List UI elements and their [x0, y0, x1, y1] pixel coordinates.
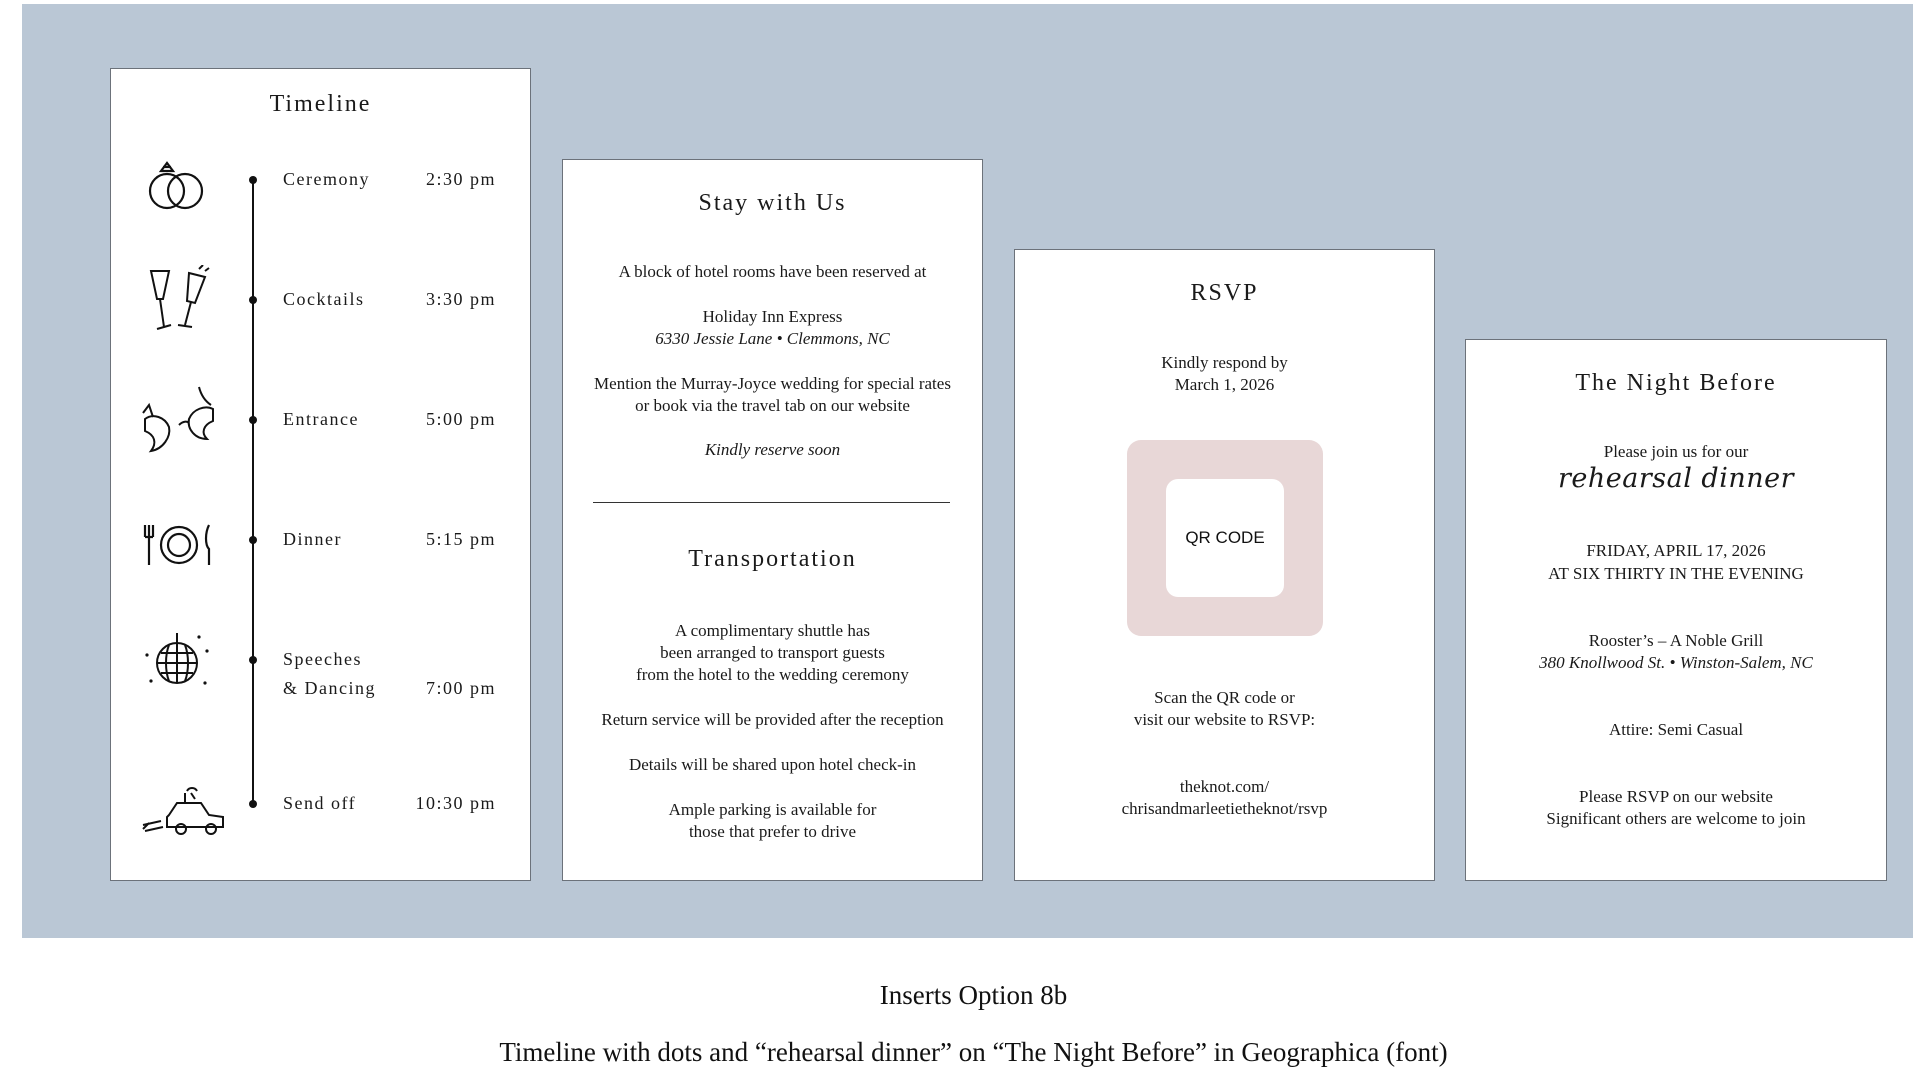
caption-subtitle: Timeline with dots and “rehearsal dinner” on “The Night Before” in Geographica (font): [499, 1037, 1448, 1067]
rates-line: or book via the travel tab on our website: [635, 396, 910, 415]
caption-title: Inserts Option 8b: [879, 980, 1068, 1010]
champagne-glasses-icon: [139, 265, 219, 337]
scan-line: Scan the QR code or: [1154, 688, 1295, 707]
shuttle-line: A complimentary shuttle has: [675, 621, 870, 640]
timeline-dot: [249, 416, 257, 424]
respond-date: March 1, 2026: [1174, 375, 1275, 394]
timeline-time: 2:30 pm: [425, 169, 496, 189]
timeline-title: Timeline: [269, 91, 372, 117]
rates-line: Mention the Murray-Joyce wedding for special rates: [594, 374, 951, 393]
timeline-time: 5:15 pm: [425, 529, 496, 549]
event-time: AT SIX THIRTY IN THE EVENING: [1548, 564, 1804, 583]
attire-line: Attire: Semi Casual: [1608, 720, 1744, 739]
hotel-address: 6330 Jessie Lane • Clemmons, NC: [655, 329, 890, 348]
timeline-line: [252, 180, 254, 804]
qr-code-placeholder[interactable]: QR CODE: [1166, 479, 1284, 597]
timeline-dot: [249, 800, 257, 808]
parking-line: Ample parking is available for: [668, 800, 877, 819]
doves-icon: [139, 383, 219, 455]
transport-title: Transportation: [688, 546, 857, 572]
respond-line: Kindly respond by: [1161, 353, 1288, 372]
timeline-card: [110, 68, 531, 881]
timeline-time: 10:30 pm: [415, 793, 496, 813]
shuttle-line: from the hotel to the wedding ceremony: [636, 665, 909, 684]
timeline-time: 5:00 pm: [425, 409, 496, 429]
venue-address: 380 Knollwood St. • Winston-Salem, NC: [1539, 653, 1813, 672]
night-before-card: [1465, 339, 1887, 881]
wedding-rings-icon: [139, 149, 219, 221]
event-date: FRIDAY, APRIL 17, 2026: [1586, 541, 1766, 560]
timeline-dot: [249, 536, 257, 544]
getaway-car-icon: [139, 771, 235, 843]
qr-code-frame[interactable]: [1127, 440, 1323, 636]
timeline-time: 3:30 pm: [425, 289, 496, 309]
timeline-dot: [249, 176, 257, 184]
timeline-dot: [249, 656, 257, 664]
plate-cutlery-icon: [139, 505, 219, 577]
details-line: Details will be shared upon hotel check-in: [628, 755, 917, 774]
parking-line: those that prefer to drive: [688, 822, 857, 841]
mockup-background: [22, 4, 1913, 938]
timeline-event: Send off: [283, 793, 357, 813]
timeline-event: Cocktails: [283, 289, 365, 309]
timeline-event: Dinner: [283, 529, 342, 549]
night-rsvp-line: Please RSVP on our website: [1579, 787, 1773, 806]
significant-others-line: Significant others are welcome to join: [1546, 809, 1806, 828]
timeline-event: Speeches: [283, 649, 362, 669]
rsvp-url[interactable]: theknot.com/: [1179, 777, 1270, 796]
scan-line: visit our website to RSVP:: [1133, 710, 1316, 729]
timeline-event: & Dancing: [283, 678, 376, 698]
reserve-note: Kindly reserve soon: [704, 440, 841, 459]
stay-intro: A block of hotel rooms have been reserved at: [618, 262, 927, 281]
rsvp-card: [1014, 249, 1435, 881]
stay-transport-card: [562, 159, 983, 881]
disco-ball-icon: [139, 625, 219, 697]
rehearsal-dinner-script: rehearsal dinner: [1557, 463, 1794, 494]
timeline-event: Entrance: [283, 409, 359, 429]
section-divider: [593, 502, 950, 503]
return-line: Return service will be provided after the reception: [601, 710, 944, 729]
rsvp-url[interactable]: chrisandmarleetietheknot/rsvp: [1121, 799, 1328, 818]
shuttle-line: been arranged to transport guests: [660, 643, 885, 662]
night-title: The Night Before: [1575, 370, 1777, 396]
timeline-time: 7:00 pm: [425, 678, 496, 698]
stay-title: Stay with Us: [698, 190, 847, 216]
join-line: Please join us for our: [1603, 442, 1749, 461]
timeline-event: Ceremony: [283, 169, 370, 189]
venue-name: Rooster’s – A Noble Grill: [1588, 631, 1764, 650]
timeline-dot: [249, 296, 257, 304]
rsvp-title: RSVP: [1190, 280, 1259, 306]
hotel-name: Holiday Inn Express: [702, 307, 843, 326]
